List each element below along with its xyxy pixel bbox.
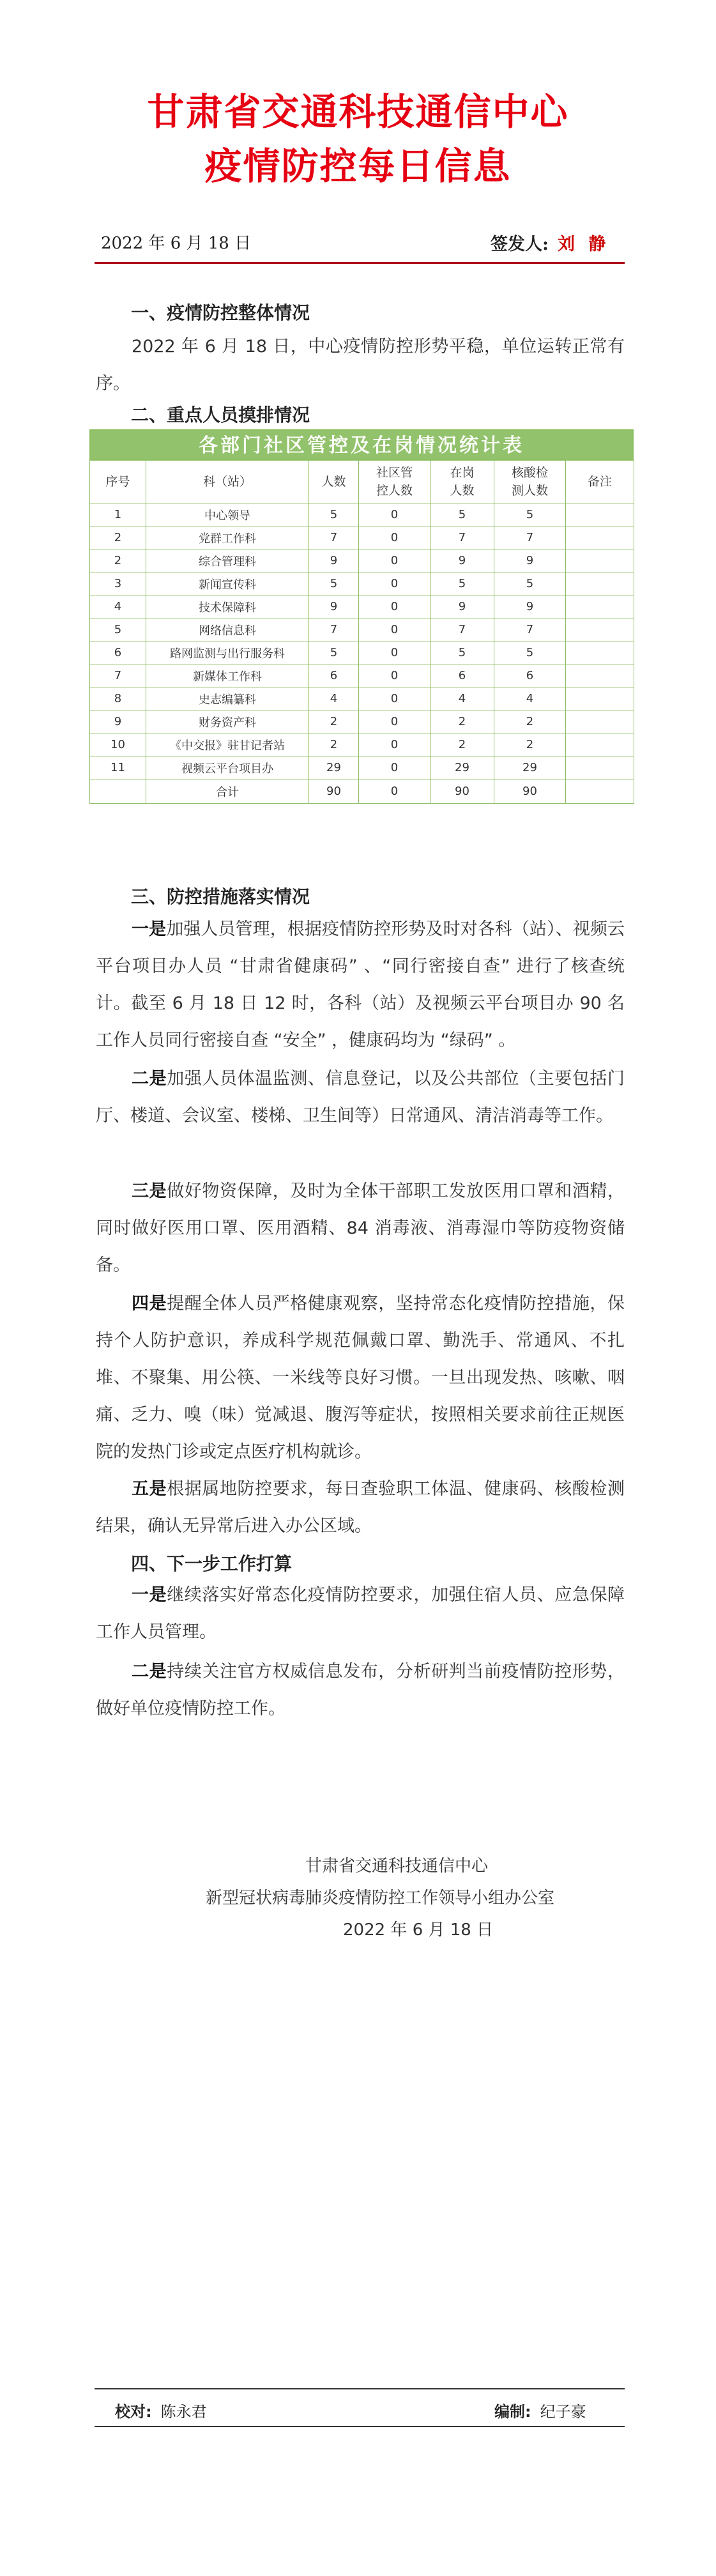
measure-item-2 [96, 1061, 625, 1135]
table-row [90, 687, 634, 710]
table-cell: 2 [430, 733, 494, 756]
table-cell: 0 [359, 664, 430, 687]
table-cell: 7 [494, 526, 566, 549]
table-cell: 4 [90, 595, 146, 618]
proof-label: 校对: [115, 2403, 152, 2421]
footer-rule-bottom [95, 2426, 625, 2427]
table-cell: 2 [90, 549, 146, 572]
table-cell [566, 526, 634, 549]
table-row [90, 595, 634, 618]
table-cell: 新媒体工作科 [146, 664, 309, 687]
table-row [90, 549, 634, 572]
item-text: 根据属地防控要求，每日查验职工体温、健康码、核酸检测结果，确认无异常后进入办公区域。 [96, 1479, 625, 1536]
table-cell: 4 [494, 687, 566, 710]
table-cell: 2 [309, 733, 359, 756]
table-cell [566, 549, 634, 572]
item-lead: 三是 [132, 1181, 167, 1201]
table-cell: 7 [309, 526, 359, 549]
table-cell: 7 [90, 664, 146, 687]
table-cell [566, 664, 634, 687]
table-cell: 11 [90, 756, 146, 779]
table-cell [566, 595, 634, 618]
table-cell: 0 [359, 549, 430, 572]
table-cell [566, 687, 634, 710]
table-cell: 5 [430, 572, 494, 595]
table-cell: 9 [494, 549, 566, 572]
table-row [90, 618, 634, 641]
table-cell: 0 [359, 779, 430, 804]
table-cell: 《中交报》驻甘记者站 [146, 733, 309, 756]
table-cell: 9 [309, 549, 359, 572]
table-cell: 90 [430, 779, 494, 804]
signer-name: 刘 静 [557, 234, 610, 254]
editor-label: 编制: [494, 2403, 531, 2421]
table-cell: 0 [359, 618, 430, 641]
table-cell: 29 [309, 756, 359, 779]
footer-rule-top [95, 2388, 625, 2389]
table-cell: 0 [359, 595, 430, 618]
document-title: 甘肃省交通科技通信中心 [147, 90, 569, 134]
table-header-row [90, 461, 634, 503]
measure-item-1 [96, 911, 625, 1059]
header-divider [95, 262, 625, 264]
issue-date: 2022 年 6 月 18 日 [101, 234, 252, 253]
table-cell [566, 641, 634, 664]
staff-table [89, 429, 634, 804]
item-text: 提醒全体人员严格健康观察，坚持常态化疫情防控措施，保持个人防护意识，养成科学规范佩戴口罩、勤洗手、常通风、不扎堆、不聚集、用公筷、一米线等良好习惯。一旦出现发热、咳嗽、咽痛、乏力、嗅（味）觉减退、腹泻等症状，按照相关要求前往正规医院的发热门诊或定点医疗机构就诊。 [96, 1294, 625, 1462]
section3-heading: 三、防控措施落实情况 [131, 886, 310, 907]
table-cell: 合计 [146, 779, 309, 804]
table-cell [566, 572, 634, 595]
table-row [90, 733, 634, 756]
signature-org: 甘肃省交通科技通信中心 [305, 1857, 489, 1876]
item-text: 继续落实好常态化疫情防控要求，加强住宿人员、应急保障工作人员管理。 [96, 1585, 625, 1642]
measure-item-5 [96, 1471, 625, 1545]
table-total-row [90, 779, 634, 804]
table-cell: 5 [494, 503, 566, 526]
item-text: 持续关注官方权威信息发布，分析研判当前疫情防控形势，做好单位疫情防控工作。 [96, 1662, 625, 1719]
table-cell: 综合管理科 [146, 549, 309, 572]
proof-name: 陈永君 [160, 2403, 207, 2421]
table-cell: 党群工作科 [146, 526, 309, 549]
table-cell [566, 756, 634, 779]
table-cell: 5 [430, 641, 494, 664]
table-cell: 2 [309, 710, 359, 733]
table-cell [566, 733, 634, 756]
table-row [90, 664, 634, 687]
table-cell: 网络信息科 [146, 618, 309, 641]
table-cell: 7 [430, 526, 494, 549]
proofreader [115, 2399, 207, 2421]
table-cell: 90 [494, 779, 566, 804]
table-cell: 0 [359, 641, 430, 664]
table-cell: 4 [309, 687, 359, 710]
table-cell: 新闻宣传科 [146, 572, 309, 595]
table-cell [566, 710, 634, 733]
table-cell: 9 [430, 595, 494, 618]
item-text: 加强人员管理，根据疫情防控形势及时对各科（站）、视频云平台项目办人员 “甘肃省健康码” 、“同行密接自查” 进行了核查统计。截至 6 月 18 日 12 时，各科（站）及视频云平台项目办 90 名工作人员同行密接自查 “安全” ，健康码均为 “绿码” 。 [96, 919, 625, 1050]
table-cell: 6 [90, 641, 146, 664]
table-cell: 6 [494, 664, 566, 687]
table-cell: 1 [90, 503, 146, 526]
table-cell: 技术保障科 [146, 595, 309, 618]
table-cell: 9 [430, 549, 494, 572]
table-cell: 7 [309, 618, 359, 641]
table-cell [566, 779, 634, 804]
section1-heading: 一、疫情防控整体情况 [131, 302, 310, 323]
signer [491, 230, 609, 255]
table-cell: 中心领导 [146, 503, 309, 526]
table-cell: 0 [359, 526, 430, 549]
col-header: 社区管控人数 [359, 461, 430, 503]
signature-office: 新型冠状病毒肺炎疫情防控工作领导小组办公室 [206, 1889, 555, 1908]
table-cell: 5 [309, 572, 359, 595]
col-header: 备注 [566, 461, 634, 503]
staff-stats-table [89, 460, 634, 804]
item-lead: 一是 [132, 919, 167, 939]
item-text: 做好物资保障，及时为全体干部职工发放医用口罩和酒精，同时做好医用口罩、医用酒精、84 消毒液、消毒湿巾等防疫物资储备。 [96, 1181, 625, 1275]
table-cell: 5 [430, 503, 494, 526]
measure-item-4 [96, 1285, 625, 1471]
editor-name: 纪子豪 [540, 2403, 586, 2421]
measure-item-3 [96, 1173, 625, 1284]
table-cell: 0 [359, 710, 430, 733]
signer-label: 签发人: [491, 234, 549, 254]
table-cell: 5 [309, 641, 359, 664]
plan-item-1 [96, 1577, 625, 1651]
table-cell: 2 [494, 710, 566, 733]
table-cell: 视频云平台项目办 [146, 756, 309, 779]
table-cell: 6 [309, 664, 359, 687]
section4-heading: 四、下一步工作打算 [131, 1553, 293, 1574]
table-cell: 4 [430, 687, 494, 710]
table-cell: 7 [494, 618, 566, 641]
table-cell: 0 [359, 756, 430, 779]
document-subtitle: 疫情防控每日信息 [204, 144, 512, 188]
item-text: 加强人员体温监测、信息登记，以及公共部位（主要包括门厅、楼道、会议室、楼梯、卫生间等）日常通风、清洁消毒等工作。 [96, 1069, 625, 1126]
table-row [90, 641, 634, 664]
table-cell: 路网监测与出行服务科 [146, 641, 309, 664]
plan-item-2 [96, 1653, 625, 1728]
item-lead: 二是 [132, 1662, 167, 1682]
table-row [90, 572, 634, 595]
section2-heading: 二、重点人员摸排情况 [131, 404, 310, 425]
item-lead: 一是 [132, 1585, 167, 1605]
table-cell: 7 [430, 618, 494, 641]
table-cell [90, 779, 146, 804]
table-cell: 9 [309, 595, 359, 618]
table-cell: 29 [494, 756, 566, 779]
table-cell: 2 [494, 733, 566, 756]
col-header: 在岗人数 [430, 461, 494, 503]
table-cell: 5 [494, 572, 566, 595]
table-cell: 90 [309, 779, 359, 804]
section1-paragraph: 2022 年 6 月 18 日，中心疫情防控形势平稳，单位运转正常有序。 [96, 337, 625, 394]
table-title: 各部门社区管控及在岗情况统计表 [89, 429, 634, 460]
table-cell: 3 [90, 572, 146, 595]
table-cell: 5 [90, 618, 146, 641]
item-lead: 五是 [132, 1479, 167, 1499]
table-row [90, 503, 634, 526]
table-cell: 9 [494, 595, 566, 618]
editor [494, 2399, 586, 2421]
table-cell [566, 503, 634, 526]
col-header: 科（站） [146, 461, 309, 503]
table-row [90, 710, 634, 733]
table-cell: 0 [359, 733, 430, 756]
col-header: 人数 [309, 461, 359, 503]
table-cell: 0 [359, 503, 430, 526]
table-cell: 8 [90, 687, 146, 710]
table-cell: 29 [430, 756, 494, 779]
signature-date: 2022 年 6 月 18 日 [343, 1920, 494, 1940]
table-cell: 财务资产科 [146, 710, 309, 733]
table-cell: 史志编纂科 [146, 687, 309, 710]
col-header: 核酸检测人数 [494, 461, 566, 503]
col-header: 序号 [90, 461, 146, 503]
table-cell: 2 [90, 526, 146, 549]
item-lead: 二是 [132, 1069, 167, 1089]
table-cell: 5 [494, 641, 566, 664]
table-cell [566, 618, 634, 641]
table-cell: 6 [430, 664, 494, 687]
table-cell: 0 [359, 572, 430, 595]
table-cell: 10 [90, 733, 146, 756]
table-row [90, 526, 634, 549]
table-cell: 9 [90, 710, 146, 733]
table-cell: 2 [430, 710, 494, 733]
item-lead: 四是 [132, 1294, 167, 1314]
table-cell: 5 [309, 503, 359, 526]
table-row [90, 756, 634, 779]
table-cell: 0 [359, 687, 430, 710]
